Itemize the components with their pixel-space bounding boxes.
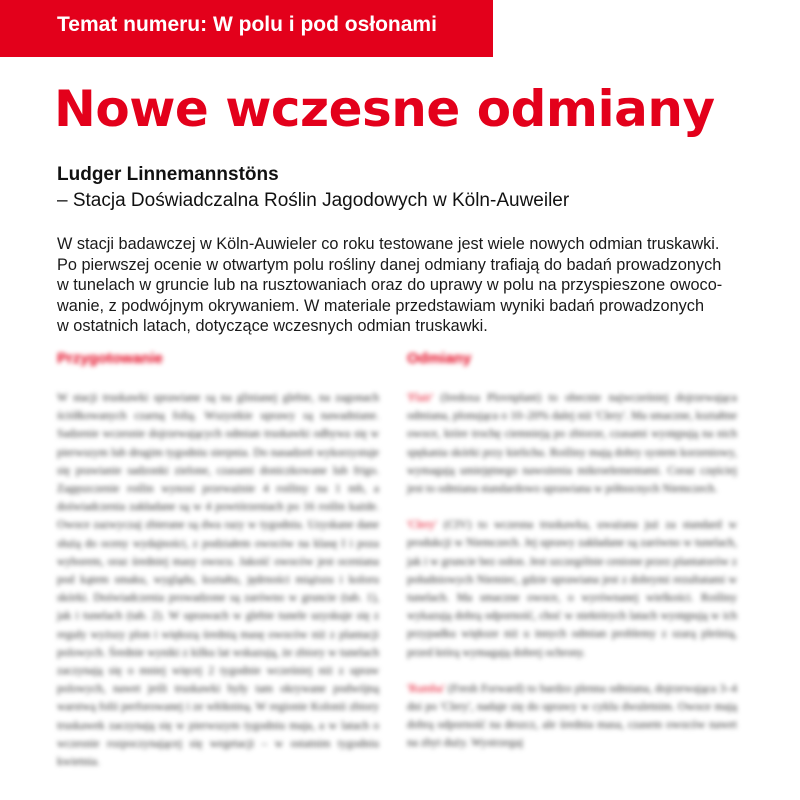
- section-label: Temat numeru: W polu i pod osłonami: [57, 13, 437, 36]
- lead-line: Po pierwszej ocenie w otwartym polu rośliny danej odmiany trafiają do badań prowadzonych: [57, 255, 722, 274]
- variety-description: (Fresh Forward) to bardzo plenna odmiana, dojrzewająca 3–4 dni po 'Clery', nadaje się do uprawy w cyklu dwuletnim. Owoce mają dobrą odporność na deszcz, ale średnia masa, czasem owoców nawet na zbyt duży. Wystrzegaj: [407, 681, 737, 750]
- column-right: [407, 350, 737, 753]
- column-left: [57, 350, 379, 771]
- lead-paragraph: [57, 234, 777, 337]
- section-banner: [0, 0, 493, 57]
- variety-name: 'Clery': [407, 518, 437, 532]
- body-paragraph: W stacji truskawki sprawiane są na glinianej glebie, na zagonach ściółkowanych czarną folią. Wszystkie uprawy są nawadniane. Sadzenie wczesnie dojrzewających odmian truskawki odbywa się w pierwszym lub drugim tygodniu sierpnia. Do nasadzeń wykorzystuje się prawianie sadzonki zielone, czasami doniczkowane lub frigo. Zagęszczenie roślin wynosi przeważnie 4 rośliny na 1 mb, a doświadczenia zakładane są w 4 powtórzeniach po 16 roślin każde. Owoce zazwyczaj zbierane są dwa razy w tygodniu. Uzyskane dane służą do oceny wydajności, z podziałem owoców na klasę I i poza wyborem, oraz średniej masy owocu. Jakość owoców jest oceniana pod kątem smaku, wyglądu, kształtu, jędrności miąższu i koloru skórki. Doświadczenia prowadzone są zarówno w gruncie (tab. 1), jak i tunelach (tab. 2). W uprawach w glebie tunele uzyskuje się z reguły wyższy plon i większą średnią masę owoców niż z plantacji polowych. Średnie wyniki z kilku lat wskazują, że zbiory w tunelach zaczynają się o mniej więcej 2 tygodnie wcześniej niż z upraw polowych, nawet jeśli truskawki były tam okrywane podwójną warstwą folii perforowanej i ze włókniną. W regionie Kolonii zbiory truskawek zaczynają się w pierwszym tygodniu maja, a w latach o wczesnie rozpoczynającej się wegetacji – w ostatnim tygodniu kwietnia.: [57, 391, 379, 769]
- lead-line: w ostatnich latach, dotyczące wczesnych odmian truskawki.: [57, 317, 488, 336]
- variety-paragraph: [407, 389, 737, 498]
- variety-name: 'Flair': [407, 391, 434, 404]
- section-heading-varieties: Odmiany: [407, 350, 472, 367]
- author-affiliation: – Stacja Doświadczalna Roślin Jagodowych w Köln-Auweiler: [57, 190, 570, 211]
- lead-line: wanie, z podwójnym okrywaniem. W materiale przedstawiam wyniki badań prowadzonych: [57, 296, 705, 315]
- author-name: Ludger Linnemannstöns: [57, 164, 279, 185]
- variety-description: (Iredoxa Plovnplant) to obecnie najwcześniej dojrzewająca odmiana, plonująca o 10–20% dalej niż 'Clery'. Ma smaczne, kształtne owoce, które trochę ciemnieją po zbiorze, czasami występują na nich spękania skórki przy kielichu. Rośliny mają dobry system korzeniowy, wymagają umiejętnego nawożenia mikroelementami. Coraz częściej jest to odmiana standardowo uprawiana w północnych Niemczech.: [407, 391, 737, 496]
- lead-line: w tunelach w gruncie lub na rusztowaniach oraz do uprawy w polu na przyspieszone owoco-: [57, 276, 723, 295]
- variety-paragraph: [407, 516, 737, 662]
- article-title: Nowe wczesne odmiany: [54, 80, 715, 138]
- section-heading-preparation: Przygotowanie: [57, 350, 163, 367]
- variety-paragraph: [407, 680, 737, 753]
- variety-name: 'Rumba': [407, 681, 445, 695]
- variety-description: (CIV) to wczesna truskawka, uważana już za standard w produkcji w Niemczech. Jej uprawy zakładane są zarówno w tunelach, jak i w gruncie bez osłon. Jest szczególnie cenione przez plantatorów z południowych Niemiec, gdzie uprawiana jest z dobrymi rezultatami w tunelach. Ma smaczne owoce, o wyrównanej wielkości. Rośliny wykazują dobrą odporność, choć w niektórych latach występują w ich przypadku większe niż u innych odmian problemy z szarą pleśnią, przed którą wymagają dobrej ochrony.: [407, 518, 737, 659]
- lead-line: W stacji badawczej w Köln-Auwieler co roku testowane jest wiele nowych odmian truskawki.: [57, 235, 720, 253]
